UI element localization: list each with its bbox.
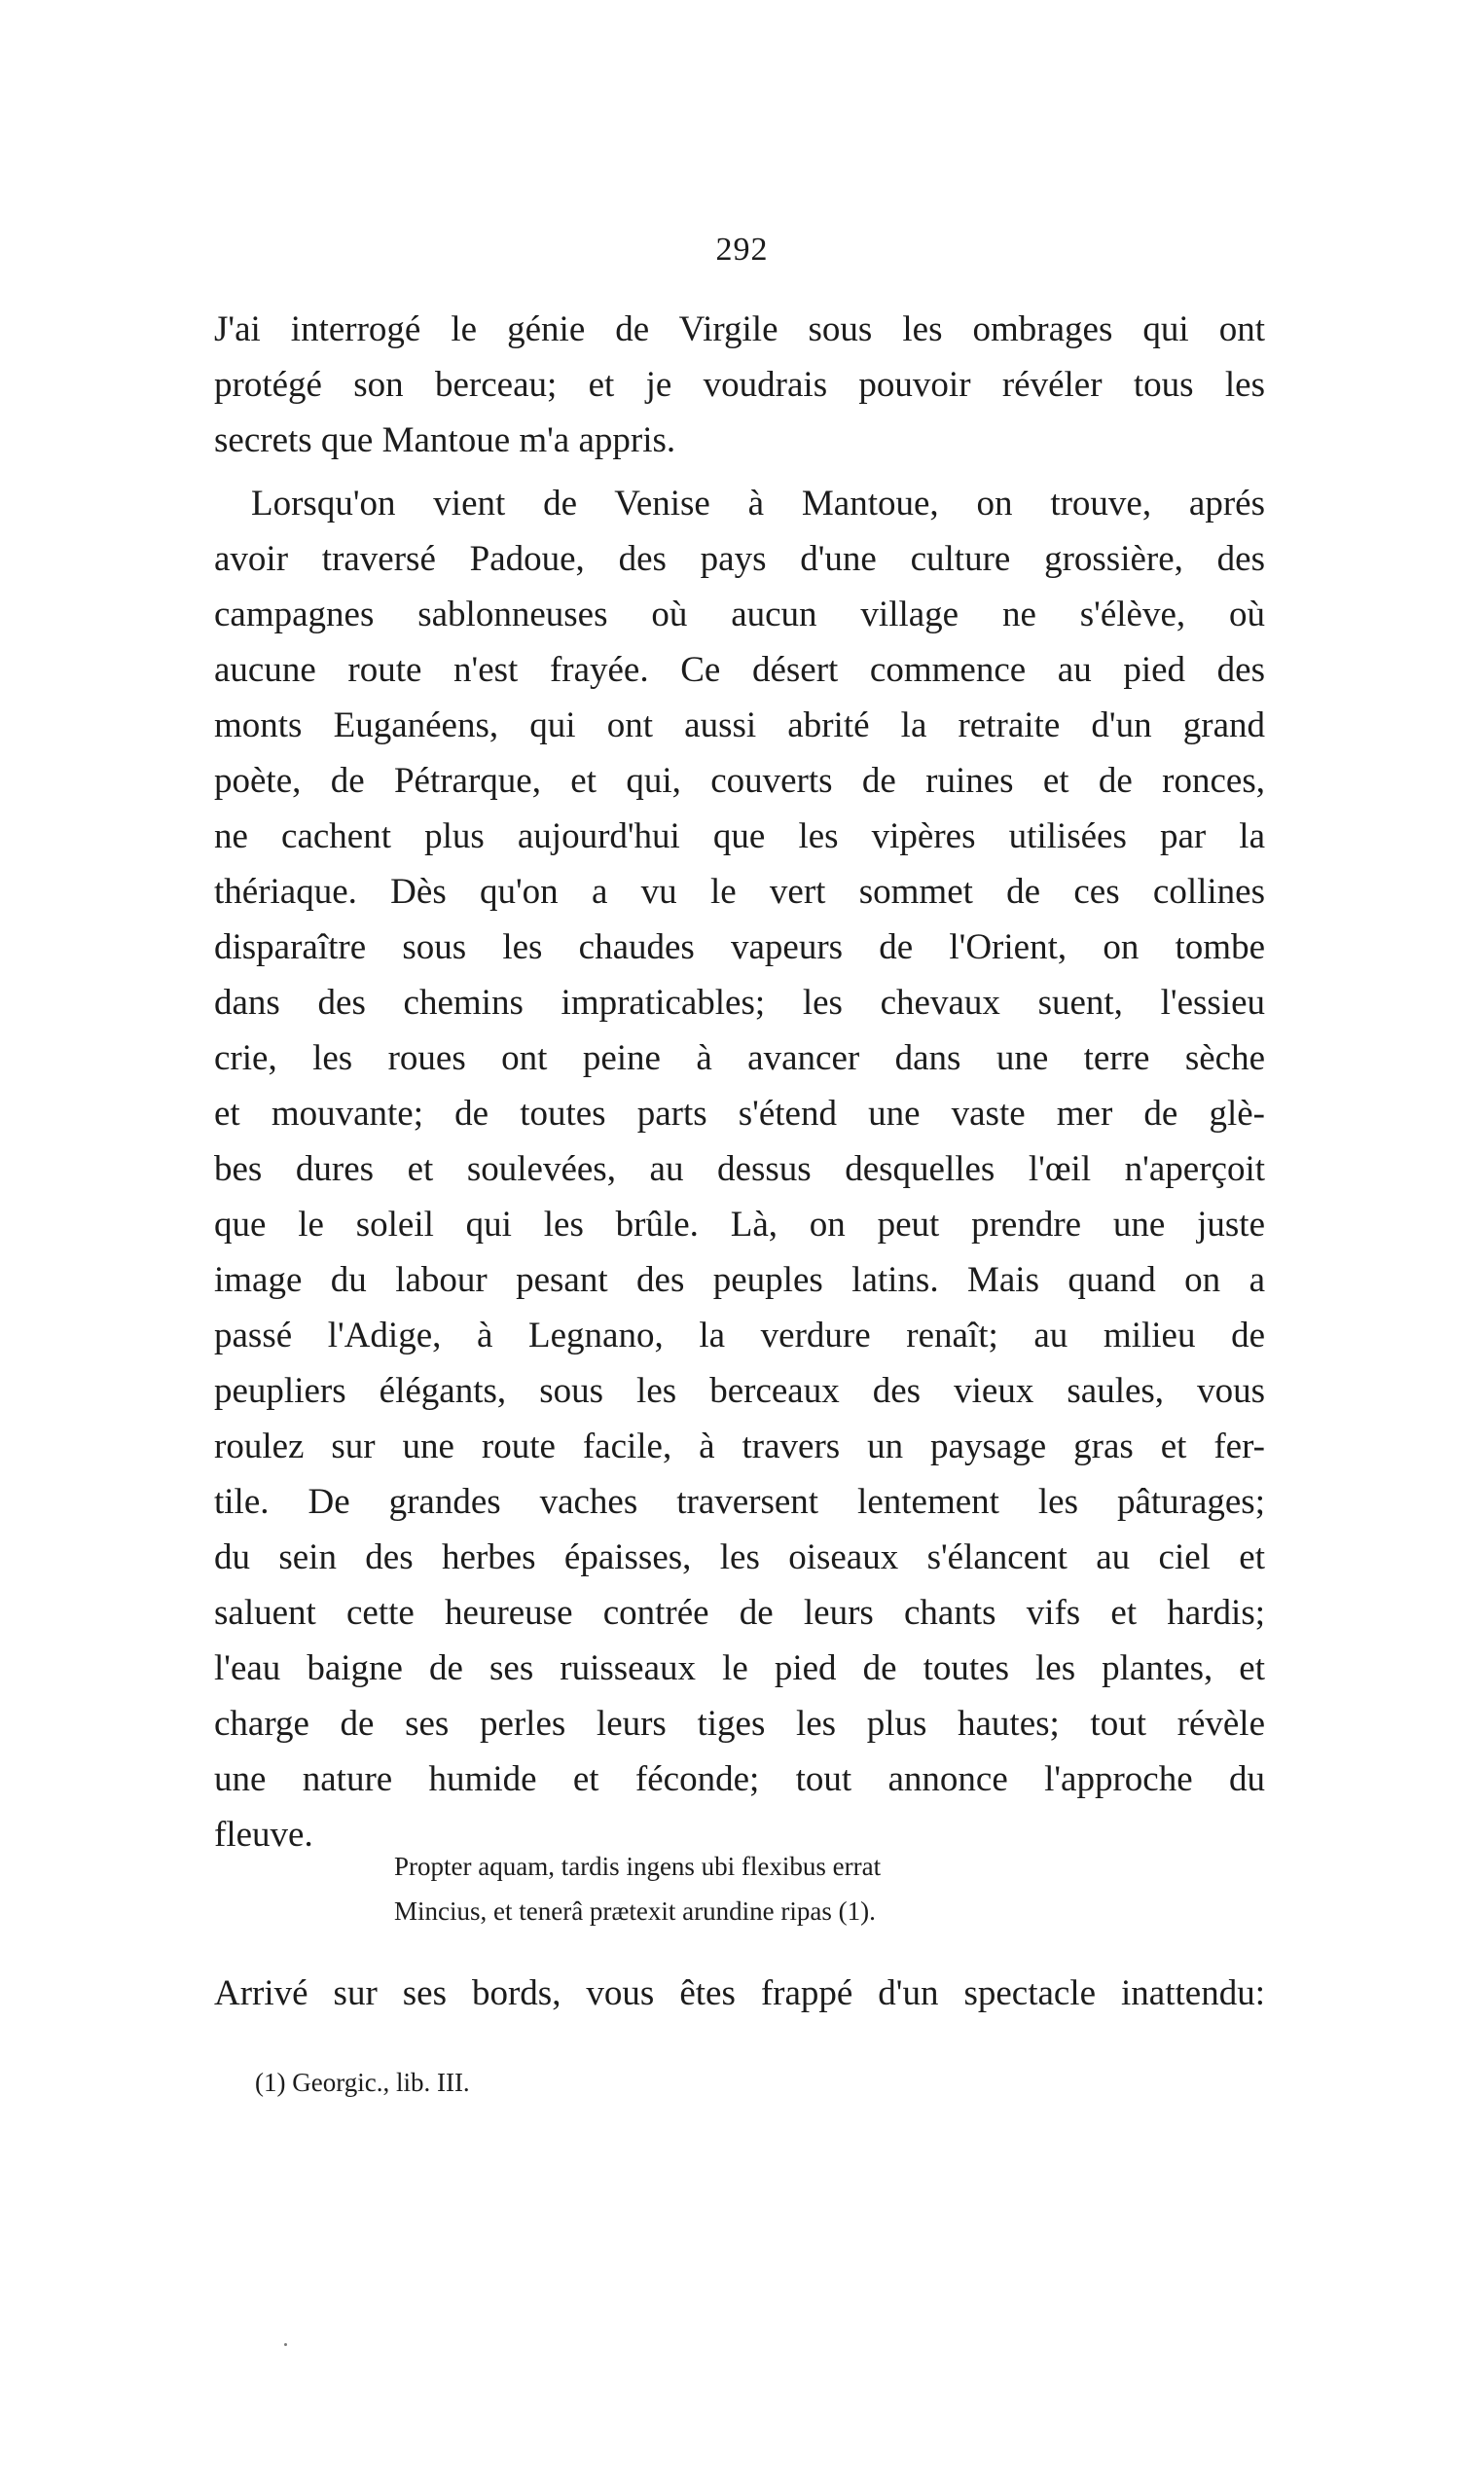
text-line: fleuve. bbox=[214, 1815, 313, 1855]
text-line: disparaître sous les chaudes vapeurs de l'Orient, on tombe bbox=[214, 927, 1265, 967]
text-line: protégé son berceau; et je voudrais pouvoir révéler tous les bbox=[214, 365, 1265, 405]
text-line: avoir traversé Padoue, des pays d'une culture grossière, des bbox=[214, 539, 1265, 579]
text-line: J'ai interrogé le génie de Virgile sous les ombrages qui ont bbox=[214, 309, 1265, 349]
text-line: roulez sur une route facile, à travers un paysage gras et fer- bbox=[214, 1427, 1265, 1466]
text-line: passé l'Adige, à Legnano, la verdure renaît; au milieu de bbox=[214, 1316, 1265, 1355]
text-line: que le soleil qui les brûle. Là, on peut prendre une juste bbox=[214, 1205, 1265, 1245]
main-text bbox=[214, 302, 1265, 1862]
text-line: du sein des herbes épaisses, les oiseaux s'élancent au ciel et bbox=[214, 1537, 1265, 1577]
text-line: Arrivé sur ses bords, vous êtes frappé d'un spectacle inattendu: bbox=[214, 1973, 1265, 2013]
text-line: et mouvante; de toutes parts s'étend une vaste mer de glè- bbox=[214, 1094, 1265, 1134]
quote-line: Propter aquam, tardis ingens ubi flexibus errat bbox=[394, 1852, 882, 1881]
text-line: l'eau baigne de ses ruisseaux le pied de toutes les plantes, et bbox=[214, 1648, 1265, 1688]
text-line: charge de ses perles leurs tiges les plus hautes; tout révèle bbox=[214, 1704, 1265, 1744]
text-line: secrets que Mantoue m'a appris. bbox=[214, 420, 676, 460]
text-line: monts Euganéens, qui ont aussi abrité la retraite d'un grand bbox=[214, 705, 1265, 745]
text-line: tile. De grandes vaches traversent lentement les pâturages; bbox=[214, 1482, 1265, 1522]
text-line: une nature humide et féconde; tout annonce l'approche du bbox=[214, 1759, 1265, 1799]
latin-quotation bbox=[394, 1844, 1075, 1933]
text-line: bes dures et soulevées, au dessus desquelles l'œil n'aperçoit bbox=[214, 1149, 1265, 1189]
text-line: dans des chemins impraticables; les chevaux suent, l'essieu bbox=[214, 983, 1265, 1023]
closing-text bbox=[214, 1966, 1265, 2021]
page-number: 292 bbox=[715, 232, 769, 268]
text-line: campagnes sablonneuses où aucun village ne s'élève, où bbox=[214, 595, 1265, 634]
text-line: ne cachent plus aujourd'hui que les vipères utilisées par la bbox=[214, 816, 1265, 856]
text-line: thériaque. Dès qu'on a vu le vert sommet de ces collines bbox=[214, 872, 1265, 912]
text-line: saluent cette heureuse contrée de leurs chants vifs et hardis; bbox=[214, 1593, 1265, 1633]
text-line: aucune route n'est frayée. Ce désert commence au pied des bbox=[214, 650, 1265, 690]
text-line: image du labour pesant des peuples latins. Mais quand on a bbox=[214, 1260, 1265, 1300]
quote-line: Mincius, et tenerâ prætexit arundine ripas (1). bbox=[394, 1896, 876, 1926]
text-line: crie, les roues ont peine à avancer dans une terre sèche bbox=[214, 1038, 1265, 1078]
text-line: poète, de Pétrarque, et qui, couverts de ruines et de ronces, bbox=[214, 761, 1265, 801]
footnote: (1) Georgic., lib. III. bbox=[255, 2068, 470, 2097]
paper-speck bbox=[284, 2343, 287, 2346]
text-line: Lorsqu'on vient de Venise à Mantoue, on trouve, aprés bbox=[251, 484, 1265, 524]
text-line: peupliers élégants, sous les berceaux des vieux saules, vous bbox=[214, 1371, 1265, 1411]
